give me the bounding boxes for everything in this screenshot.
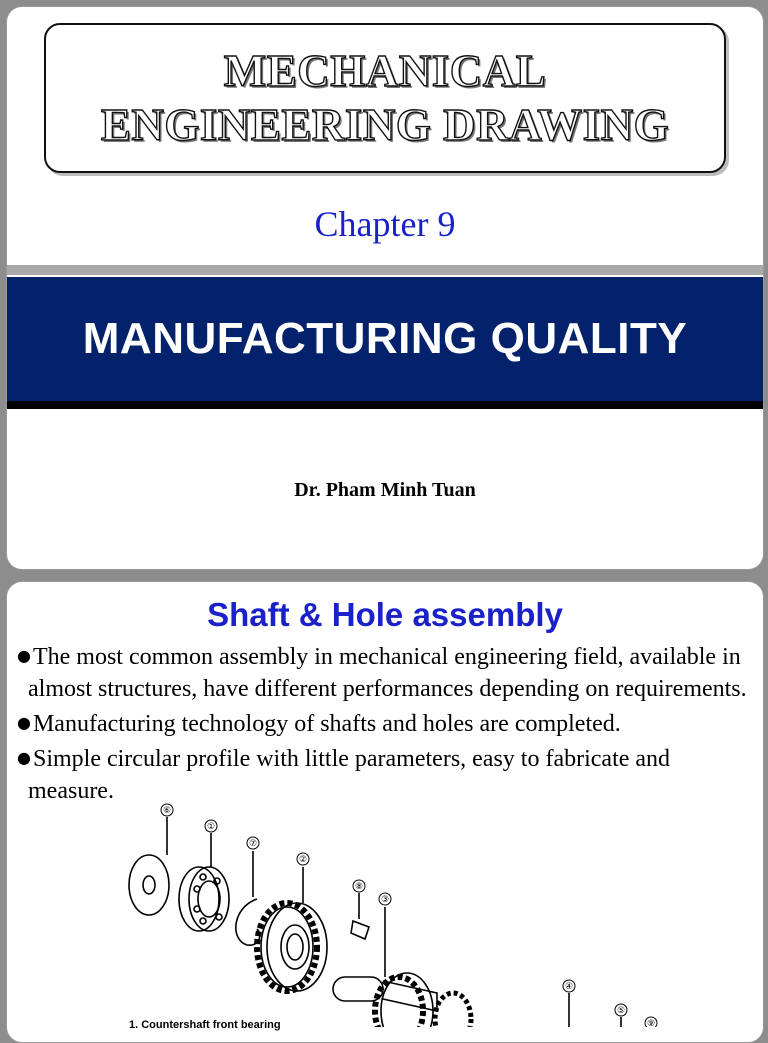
callout-7: ⑦	[248, 839, 258, 849]
chapter-label: Chapter 9	[314, 204, 456, 244]
bullet-list	[17, 640, 757, 809]
callout-9: ⑨	[646, 1019, 656, 1027]
callout-1: ①	[206, 822, 216, 832]
slide-title: Shaft & Hole assembly	[207, 596, 563, 633]
callout-5: ⑤	[616, 1006, 626, 1016]
bullet-dot-icon: ●	[17, 646, 31, 665]
callout-8: ⑧	[354, 882, 364, 892]
black-divider	[7, 401, 763, 409]
title-line-1: MECHANICAL	[223, 46, 547, 96]
content-slide	[6, 581, 764, 1043]
callout-2: ②	[298, 855, 308, 865]
title-line-2: ENGINEERING DRAWING	[100, 100, 670, 150]
chapter-banner-title: MANUFACTURING QUALITY	[82, 314, 688, 363]
key-part	[351, 921, 369, 939]
title-box	[44, 23, 726, 173]
bullet-dot-icon: ●	[17, 713, 31, 732]
callout-3: ③	[380, 895, 390, 905]
bullet-text: Manufacturing technology of shafts and holes are completed.	[32, 711, 621, 737]
callout-4: ④	[564, 982, 574, 992]
chapter-banner	[7, 277, 763, 401]
gray-divider	[7, 265, 763, 275]
bullet-item	[17, 707, 757, 740]
bullet-text: Simple circular profile with little parameters, easy to fabricate and measure.	[28, 746, 671, 804]
gear-part	[257, 903, 327, 991]
figure-caption: 1. Countershaft front bearing	[129, 1019, 281, 1031]
author-name: Dr. Pham Minh Tuan	[294, 479, 476, 501]
assembly-illustration	[107, 797, 667, 1027]
snap-ring-part	[236, 899, 260, 945]
exploded-assembly-drawing	[107, 797, 667, 1031]
bullet-item	[17, 640, 757, 705]
washer-part	[129, 855, 169, 915]
callout-6: ⑥	[162, 806, 172, 816]
bullet-dot-icon: ●	[17, 748, 31, 767]
countershaft-part	[333, 973, 471, 1027]
bullet-text: The most common assembly in mechanical engineering field, available in almost structures, have different performances depending on requirements.	[28, 644, 747, 702]
bearing-part	[179, 867, 229, 931]
title-slide	[6, 6, 764, 570]
